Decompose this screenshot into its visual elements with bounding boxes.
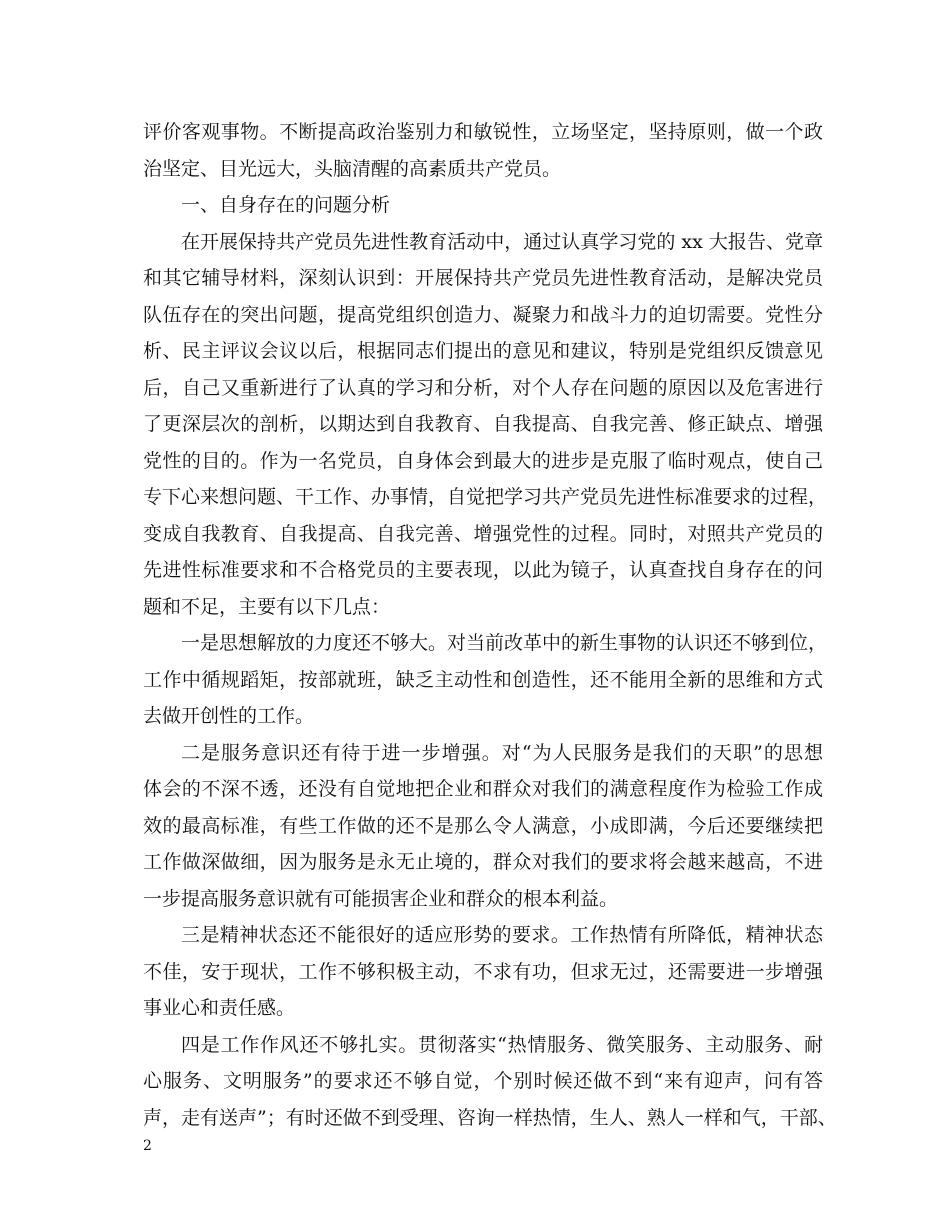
text-line: 在开展保持共产党员先进性教育活动中，通过认真学习党的 xx 大报告、党章 (181, 230, 823, 253)
text-line: 工作中循规蹈矩，按部就班，缺乏主动性和创造性，还不能用全新的思维和方式 (143, 668, 823, 691)
text-line: 效的最高标准，有些工作做的还不是那么令人满意，小成即满，今后还要继续把 (143, 814, 823, 837)
text-line: 析、民主评议会议以后，根据同志们提出的意见和建议，特别是党组织反馈意见 (143, 340, 823, 362)
text-line: 不佳，安于现状，工作不够积极主动，不求有功，但求无过，还需要进一步增强 (143, 960, 823, 983)
text-line: 工作做深做细，因为服务是永无止境的，群众对我们的要求将会越来越高，不进 (143, 851, 823, 873)
text-line: 后，自己又重新进行了认真的学习和分析，对个人存在问题的原因以及危害进行 (143, 376, 823, 399)
text-line: 变成自我教育、自我提高、自我完善、增强党性的过程。同时，对照共产党员的 (143, 522, 823, 545)
text-line: 四是工作作风还不够扎实。贯彻落实“热情服务、微笑服务、主动服务、耐 (181, 1033, 823, 1056)
text-line: 心服务、文明服务”的要求还不够自觉，个别时候还做不到“来有迎声，问有答 (143, 1070, 823, 1092)
text-line: 事业心和责任感。 (143, 997, 296, 1019)
text-line: 二是服务意识还有待于进一步增强。对“为人民服务是我们的天职”的思想 (181, 741, 823, 764)
text-line: 评价客观事物。不断提高政治鉴别力和敏锐性，立场坚定，坚持原则，做一个政 (143, 121, 823, 143)
text-line: 三是精神状态还不能很好的适应形势的要求。工作热情有所降低，精神状态 (181, 924, 823, 946)
text-line: 一步提高服务意识就有可能损害企业和群众的根本利益。 (143, 887, 619, 910)
text-line: 声，走有送声”；有时还做不到受理、咨询一样热情，生人、熟人一样和气，干部、 (143, 1106, 837, 1129)
document-body (143, 114, 837, 1136)
text-line: 题和不足，主要有以下几点： (143, 595, 391, 618)
text-line: 队伍存在的突出问题，提高党组织创造力、凝聚力和战斗力的迫切需要。党性分 (143, 303, 823, 326)
text-line: 体会的不深不透，还没有自觉地把企业和群众对我们的满意程度作为检验工作成 (143, 778, 823, 800)
text-line: 和其它辅导材料，深刻认识到：开展保持共产党员先进性教育活动，是解决党员 (143, 267, 823, 289)
text-line: 了更深层次的剖析，以期达到自我教育、自我提高、自我完善、修正缺点、增强 (143, 413, 823, 435)
text-line: 一是思想解放的力度还不够大。对当前改革中的新生事物的认识还不够到位， (181, 632, 828, 654)
text-line: 治坚定、目光远大，头脑清醒的高素质共产党员。 (143, 157, 562, 180)
text-line: 专下心来想问题、干工作、办事情，自觉把学习共产党员先进性标准要求的过程， (143, 486, 828, 508)
text-line: 一、自身存在的问题分析 (181, 194, 391, 216)
text-line: 去做开创性的工作。 (143, 705, 315, 727)
page-number: 2 (143, 1138, 152, 1154)
text-line: 先进性标准要求和不合格党员的主要表现，以此为镜子，认真查找自身存在的问 (143, 559, 823, 581)
text-line: 党性的目的。作为一名党员，自身体会到最大的进步是克服了临时观点，使自己 (143, 449, 823, 472)
